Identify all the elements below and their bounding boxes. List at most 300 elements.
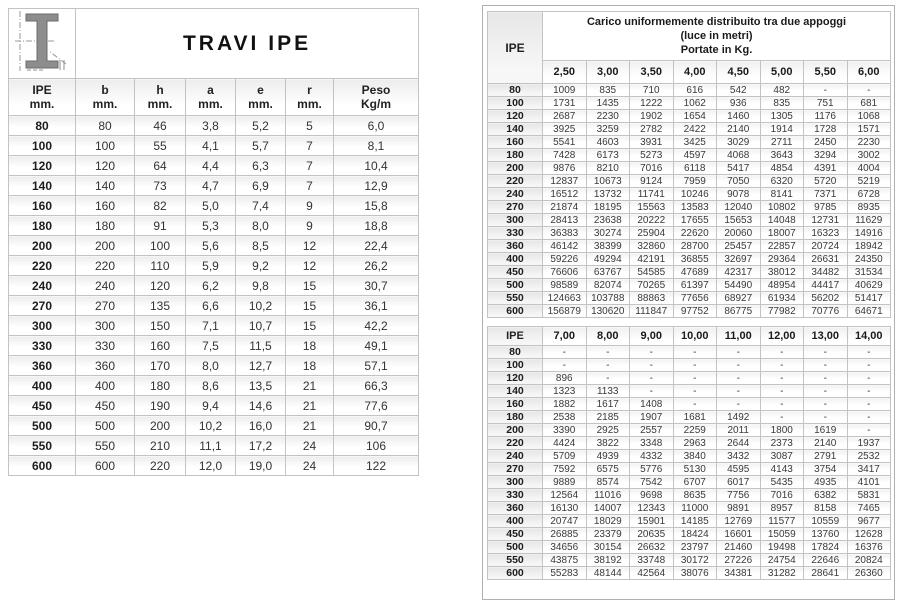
value-cell: 49294 (586, 253, 630, 266)
row-header-cell: 500 (9, 416, 76, 436)
value-cell: 9698 (630, 489, 674, 502)
table-row (488, 292, 891, 305)
value-cell: 70265 (630, 279, 674, 292)
table-row (488, 84, 891, 97)
value-cell: 5,7 (236, 136, 286, 156)
column-header-e (236, 79, 286, 116)
column-header-ipe (9, 79, 76, 116)
value-cell: - (760, 359, 804, 372)
value-cell: 8,5 (236, 236, 286, 256)
travi-ipe-table-body (9, 116, 419, 476)
value-cell: - (804, 359, 848, 372)
row-header-cell: 140 (488, 385, 543, 398)
value-cell: 64671 (847, 305, 891, 318)
value-cell: 40629 (847, 279, 891, 292)
load-table-title (543, 12, 891, 61)
value-cell: 16512 (543, 188, 587, 201)
value-cell: 10802 (760, 201, 804, 214)
value-cell: 100 (135, 236, 186, 256)
value-cell: - (586, 346, 630, 359)
value-cell: 13732 (586, 188, 630, 201)
value-cell: 3432 (717, 450, 761, 463)
value-cell: 22857 (760, 240, 804, 253)
value-cell: 12564 (543, 489, 587, 502)
value-cell: 1176 (804, 110, 848, 123)
value-cell: 73 (135, 176, 186, 196)
value-cell: 160 (76, 196, 135, 216)
value-cell: 5720 (804, 175, 848, 188)
row-header-cell: 550 (488, 292, 543, 305)
row-header-cell: 160 (9, 196, 76, 216)
value-cell: 12,7 (236, 356, 286, 376)
value-cell: 1731 (543, 97, 587, 110)
load-title-line-2: (luce in metri) (680, 30, 753, 42)
value-cell: 2532 (847, 450, 891, 463)
value-cell: 11741 (630, 188, 674, 201)
value-cell: 16,0 (236, 416, 286, 436)
table-row (488, 398, 891, 411)
span-column-header: 4,00 (673, 61, 717, 84)
value-cell: 48954 (760, 279, 804, 292)
row-header-cell: 80 (9, 116, 76, 136)
value-cell: 7428 (543, 149, 587, 162)
value-cell: 18007 (760, 227, 804, 240)
value-cell: 4595 (717, 463, 761, 476)
value-cell: 1571 (847, 123, 891, 136)
load-title-line-3: Portate in Kg. (680, 44, 753, 56)
table-row (488, 489, 891, 502)
column-label: h (156, 83, 164, 97)
table-row (488, 279, 891, 292)
value-cell: 1800 (760, 424, 804, 437)
value-cell: - (717, 385, 761, 398)
value-cell: 2259 (673, 424, 717, 437)
logo-cell (9, 9, 76, 79)
value-cell: 9,8 (236, 276, 286, 296)
value-cell: 130620 (586, 305, 630, 318)
value-cell: 2450 (804, 136, 848, 149)
value-cell: 5776 (630, 463, 674, 476)
row-header-cell: 360 (9, 356, 76, 376)
value-cell: 2963 (673, 437, 717, 450)
value-cell: 15563 (630, 201, 674, 214)
row-header-cell: 160 (488, 398, 543, 411)
value-cell: - (717, 346, 761, 359)
table-row (488, 411, 891, 424)
row-header-cell: 550 (9, 436, 76, 456)
value-cell: 18424 (673, 528, 717, 541)
value-cell: 200 (135, 416, 186, 436)
table-row (488, 385, 891, 398)
value-cell: - (630, 385, 674, 398)
value-cell: 10246 (673, 188, 717, 201)
value-cell: 5,2 (236, 116, 286, 136)
value-cell: 14048 (760, 214, 804, 227)
value-cell: 64 (135, 156, 186, 176)
column-label: r (307, 83, 312, 97)
value-cell: 3754 (804, 463, 848, 476)
row-header-cell: 100 (488, 97, 543, 110)
value-cell: 9677 (847, 515, 891, 528)
value-cell: 180 (76, 216, 135, 236)
value-cell: 38192 (586, 554, 630, 567)
value-cell: 10559 (804, 515, 848, 528)
row-header-cell: 330 (488, 489, 543, 502)
row-header-cell: 80 (488, 84, 543, 97)
value-cell: 1654 (673, 110, 717, 123)
value-cell: 86775 (717, 305, 761, 318)
column-unit: mm. (92, 97, 118, 111)
row-header-cell: 200 (488, 162, 543, 175)
table-row (488, 253, 891, 266)
value-cell: 2711 (760, 136, 804, 149)
value-cell: - (804, 398, 848, 411)
value-cell: 68927 (717, 292, 761, 305)
value-cell: 2185 (586, 411, 630, 424)
column-unit: mm. (29, 97, 55, 111)
table-row (9, 276, 419, 296)
column-unit: Kg/m (361, 97, 392, 111)
value-cell: 16323 (804, 227, 848, 240)
value-cell: 20724 (804, 240, 848, 253)
value-cell: 7592 (543, 463, 587, 476)
value-cell: 1882 (543, 398, 587, 411)
column-unit: mm. (297, 97, 322, 111)
value-cell: 21 (286, 416, 334, 436)
table-row (9, 136, 419, 156)
table-row (9, 396, 419, 416)
table-row (488, 502, 891, 515)
value-cell: 7756 (717, 489, 761, 502)
value-cell: 2373 (760, 437, 804, 450)
value-cell: 400 (76, 376, 135, 396)
value-cell: 4935 (804, 476, 848, 489)
table-row (9, 156, 419, 176)
value-cell: 1460 (717, 110, 761, 123)
value-cell: 1068 (847, 110, 891, 123)
load-table-spans-2.50-6.00 (487, 11, 891, 318)
value-cell: 8574 (586, 476, 630, 489)
value-cell: 7016 (630, 162, 674, 175)
value-cell: 100 (76, 136, 135, 156)
value-cell: 936 (717, 97, 761, 110)
row-header-cell: 220 (9, 256, 76, 276)
value-cell: 32697 (717, 253, 761, 266)
value-cell: 8957 (760, 502, 804, 515)
value-cell: 210 (135, 436, 186, 456)
value-cell: - (673, 346, 717, 359)
value-cell: 5,9 (186, 256, 236, 276)
value-cell: 4939 (586, 450, 630, 463)
value-cell: 1062 (673, 97, 717, 110)
row-header-cell: 500 (488, 279, 543, 292)
value-cell: 14007 (586, 502, 630, 515)
value-cell: - (804, 84, 848, 97)
value-cell: 10,2 (236, 296, 286, 316)
row-header-cell: 600 (9, 456, 76, 476)
table-row (488, 463, 891, 476)
value-cell: 23379 (586, 528, 630, 541)
row-header-cell: 270 (488, 201, 543, 214)
value-cell: 31282 (760, 567, 804, 580)
value-cell: 59226 (543, 253, 587, 266)
value-cell: 1222 (630, 97, 674, 110)
value-cell: 30154 (586, 541, 630, 554)
table-row (488, 515, 891, 528)
value-cell: 20635 (630, 528, 674, 541)
value-cell: 9876 (543, 162, 587, 175)
value-cell: 12628 (847, 528, 891, 541)
value-cell: 7959 (673, 175, 717, 188)
value-cell: 25457 (717, 240, 761, 253)
value-cell: 3390 (543, 424, 587, 437)
value-cell: 49,1 (334, 336, 419, 356)
value-cell: 751 (804, 97, 848, 110)
value-cell: 46142 (543, 240, 587, 253)
value-cell: 88863 (630, 292, 674, 305)
value-cell: 54585 (630, 266, 674, 279)
row-header-cell: 300 (488, 214, 543, 227)
value-cell: 61934 (760, 292, 804, 305)
value-cell: 8935 (847, 201, 891, 214)
value-cell: 3348 (630, 437, 674, 450)
value-cell: 9 (286, 216, 334, 236)
value-cell: 34482 (804, 266, 848, 279)
value-cell: 70776 (804, 305, 848, 318)
value-cell: 47689 (673, 266, 717, 279)
row-header-cell: 120 (488, 110, 543, 123)
value-cell: - (760, 385, 804, 398)
value-cell: 122 (334, 456, 419, 476)
row-header-cell: 360 (488, 240, 543, 253)
value-cell: 11,1 (186, 436, 236, 456)
value-cell: 3,8 (186, 116, 236, 136)
value-cell: 7371 (804, 188, 848, 201)
column-header-h (135, 79, 186, 116)
value-cell: 4603 (586, 136, 630, 149)
value-cell: 76606 (543, 266, 587, 279)
table-row (488, 162, 891, 175)
value-cell: 10,7 (236, 316, 286, 336)
value-cell: 2791 (804, 450, 848, 463)
value-cell: 2687 (543, 110, 587, 123)
row-header-cell: 600 (488, 567, 543, 580)
row-header-cell: 100 (488, 359, 543, 372)
value-cell: 16376 (847, 541, 891, 554)
value-cell: 8141 (760, 188, 804, 201)
column-header-a (186, 79, 236, 116)
value-cell: 98589 (543, 279, 587, 292)
value-cell: 1009 (543, 84, 587, 97)
value-cell: - (543, 359, 587, 372)
row-header-cell: 80 (488, 346, 543, 359)
value-cell: 5709 (543, 450, 587, 463)
value-cell: 20747 (543, 515, 587, 528)
value-cell: - (717, 398, 761, 411)
table-row (488, 175, 891, 188)
value-cell: 18195 (586, 201, 630, 214)
load-title-line-1: Carico uniformemente distribuito tra due appoggi (586, 16, 847, 28)
value-cell: 550 (76, 436, 135, 456)
table-row (488, 97, 891, 110)
value-cell: 4,7 (186, 176, 236, 196)
value-cell: 14,6 (236, 396, 286, 416)
value-cell: 4004 (847, 162, 891, 175)
value-cell: 44417 (804, 279, 848, 292)
value-cell: - (847, 411, 891, 424)
value-cell: 450 (76, 396, 135, 416)
value-cell: 681 (847, 97, 891, 110)
value-cell: 54490 (717, 279, 761, 292)
value-cell: 22620 (673, 227, 717, 240)
value-cell: 8,0 (236, 216, 286, 236)
value-cell: 23797 (673, 541, 717, 554)
value-cell: 43875 (543, 554, 587, 567)
value-cell: 120 (135, 276, 186, 296)
row-header-cell: 240 (488, 450, 543, 463)
value-cell: 8158 (804, 502, 848, 515)
value-cell: 38012 (760, 266, 804, 279)
table-row (9, 456, 419, 476)
value-cell: 7 (286, 176, 334, 196)
value-cell: 2140 (717, 123, 761, 136)
value-cell: 12343 (630, 502, 674, 515)
value-cell: 18 (286, 356, 334, 376)
row-header-cell: 180 (488, 149, 543, 162)
value-cell: 12731 (804, 214, 848, 227)
ipe-column-header: IPE (488, 327, 543, 346)
value-cell: 6575 (586, 463, 630, 476)
value-cell: 5417 (717, 162, 761, 175)
value-cell: - (760, 346, 804, 359)
value-cell: 20824 (847, 554, 891, 567)
value-cell: 10,2 (186, 416, 236, 436)
ipe-beam-cross-section-icon (14, 10, 70, 72)
value-cell: - (847, 84, 891, 97)
value-cell: 5 (286, 116, 334, 136)
span-column-header: 2,50 (543, 61, 587, 84)
value-cell: 26631 (804, 253, 848, 266)
value-cell: 21460 (717, 541, 761, 554)
value-cell: 160 (135, 336, 186, 356)
value-cell: 220 (76, 256, 135, 276)
value-cell: 300 (76, 316, 135, 336)
value-cell: 7050 (717, 175, 761, 188)
value-cell: - (673, 359, 717, 372)
value-cell: 9785 (804, 201, 848, 214)
value-cell: 270 (76, 296, 135, 316)
value-cell: 12 (286, 236, 334, 256)
value-cell: 7465 (847, 502, 891, 515)
value-cell: 9 (286, 196, 334, 216)
value-cell: 56202 (804, 292, 848, 305)
value-cell: 5,6 (186, 236, 236, 256)
value-cell: - (630, 346, 674, 359)
table-row (488, 227, 891, 240)
value-cell: 18 (286, 336, 334, 356)
value-cell: 4,1 (186, 136, 236, 156)
value-cell: 38399 (586, 240, 630, 253)
value-cell: 12 (286, 256, 334, 276)
value-cell: 12837 (543, 175, 587, 188)
column-label: e (257, 83, 264, 97)
value-cell: 10,4 (334, 156, 419, 176)
value-cell: 3822 (586, 437, 630, 450)
value-cell: 77982 (760, 305, 804, 318)
value-cell: 1305 (760, 110, 804, 123)
value-cell: 20222 (630, 214, 674, 227)
column-label: IPE (32, 83, 52, 97)
value-cell: 77656 (673, 292, 717, 305)
value-cell: 36,1 (334, 296, 419, 316)
value-cell: 13583 (673, 201, 717, 214)
value-cell: 24 (286, 436, 334, 456)
value-cell: - (630, 372, 674, 385)
value-cell: 4,4 (186, 156, 236, 176)
load-capacity-panel (482, 5, 895, 600)
column-header-row (9, 79, 419, 116)
row-header-cell: 400 (9, 376, 76, 396)
row-header-cell: 450 (488, 528, 543, 541)
value-cell: - (760, 398, 804, 411)
table-row (488, 567, 891, 580)
value-cell: 6,0 (334, 116, 419, 136)
value-cell: - (630, 359, 674, 372)
value-cell: 24350 (847, 253, 891, 266)
span-column-header: 10,00 (673, 327, 717, 346)
value-cell: 18,8 (334, 216, 419, 236)
value-cell: 17,2 (236, 436, 286, 456)
value-cell: 2782 (630, 123, 674, 136)
table-row (9, 176, 419, 196)
row-header-cell: 120 (9, 156, 76, 176)
value-cell: 22,4 (334, 236, 419, 256)
value-cell: 15653 (717, 214, 761, 227)
value-cell: 42564 (630, 567, 674, 580)
span-column-header: 5,50 (804, 61, 848, 84)
value-cell: 42317 (717, 266, 761, 279)
row-header-cell: 330 (9, 336, 76, 356)
span-header-row (488, 61, 891, 84)
column-header-b (76, 79, 135, 116)
value-cell: - (760, 411, 804, 424)
span-header-row (488, 327, 891, 346)
span-column-header: 8,00 (586, 327, 630, 346)
value-cell: 190 (135, 396, 186, 416)
column-unit: mm. (198, 97, 223, 111)
value-cell: 34381 (717, 567, 761, 580)
column-unit: mm. (147, 97, 173, 111)
value-cell: 5541 (543, 136, 587, 149)
table-row (9, 236, 419, 256)
value-cell: 5,3 (186, 216, 236, 236)
value-cell: 30,7 (334, 276, 419, 296)
value-cell: 36383 (543, 227, 587, 240)
value-cell: 4143 (760, 463, 804, 476)
value-cell: 5219 (847, 175, 891, 188)
value-cell: 17824 (804, 541, 848, 554)
table-row (488, 266, 891, 279)
value-cell: 200 (76, 236, 135, 256)
value-cell: 36855 (673, 253, 717, 266)
value-cell: 24 (286, 456, 334, 476)
value-cell: 1728 (804, 123, 848, 136)
value-cell: - (847, 385, 891, 398)
value-cell: 8635 (673, 489, 717, 502)
value-cell: 500 (76, 416, 135, 436)
value-cell: 2011 (717, 424, 761, 437)
value-cell: 110 (135, 256, 186, 276)
